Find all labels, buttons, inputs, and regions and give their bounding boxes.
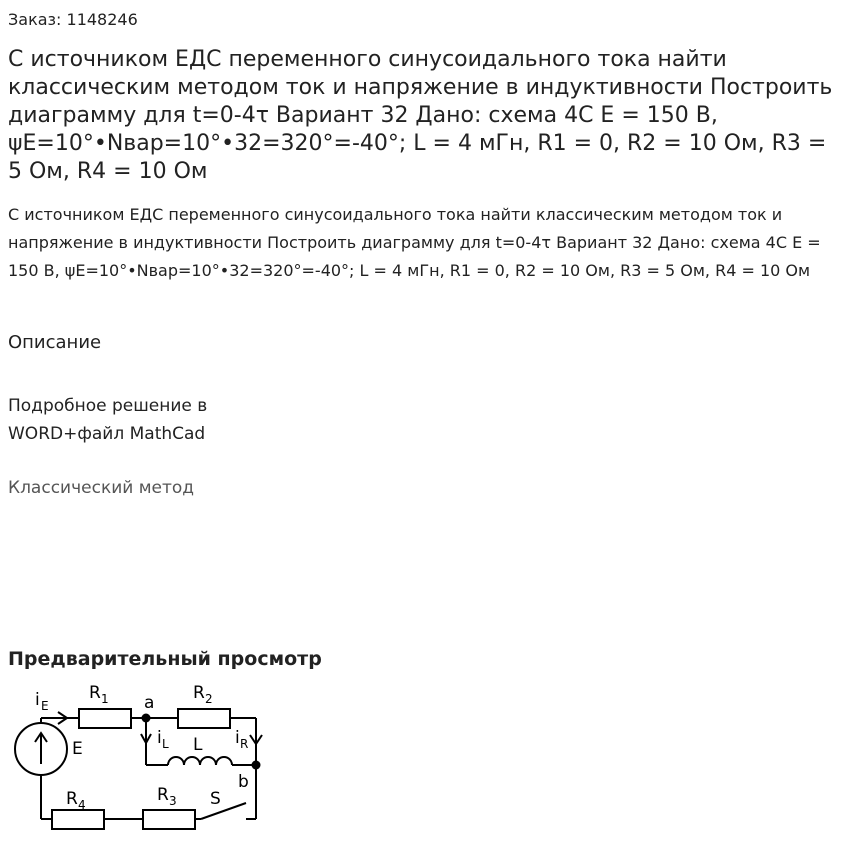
label-ir: i xyxy=(235,728,240,748)
label-il-sub: L xyxy=(162,737,169,751)
label-r3: R xyxy=(157,785,169,805)
label-ie-sub: E xyxy=(41,699,49,713)
node-a xyxy=(142,714,151,723)
label-node-a: a xyxy=(144,693,155,713)
label-r2-sub: 2 xyxy=(205,692,213,706)
label-r1-sub: 1 xyxy=(101,692,109,706)
label-inductor: L xyxy=(193,735,203,755)
label-r4: R xyxy=(66,789,78,809)
label-node-b: b xyxy=(238,772,249,792)
method-link[interactable]: Классический метод xyxy=(8,478,195,498)
circuit-diagram xyxy=(8,680,268,836)
description-heading: Описание xyxy=(8,332,102,353)
preview-heading: Предварительный просмотр xyxy=(8,648,322,670)
solution-note: Подробное решение в WORD+файл MathCad xyxy=(8,396,208,444)
resistor-r3 xyxy=(143,810,195,829)
label-r3-sub: 3 xyxy=(169,794,177,808)
label-il: i xyxy=(157,728,162,748)
label-switch: S xyxy=(210,789,221,809)
order-number: Заказ: 1148246 xyxy=(8,10,138,29)
label-r1: R xyxy=(89,683,101,703)
label-ie: i xyxy=(35,690,40,710)
label-r4-sub: 4 xyxy=(78,798,86,812)
switch-s xyxy=(201,803,246,819)
resistor-r2 xyxy=(178,709,230,728)
task-description: С источником ЕДС переменного синусоидального тока найти классическим методом ток и напряжение в индуктивности Построить диаграмму для t=0-4τ Вариант 32 Дано: схема 4С Е = 150 В, ψЕ=10°•Nвар=10°•32=320°=-40°; L = 4 мГн, R1 = 0, R2 = 10 Ом, R3 = 5 Ом, R4 = 10 Ом xyxy=(8,205,821,280)
inductor-l xyxy=(168,757,232,765)
node-b xyxy=(252,761,261,770)
resistor-r4 xyxy=(52,810,104,829)
label-emf: E xyxy=(72,739,83,759)
page-title: С источником ЕДС переменного синусоидального тока найти классическим методом ток и напряжение в индуктивности Построить диаграмму для t=0-4τ Вариант 32 Дано: схема 4С Е = 150 В, ψЕ=10°•Nвар=10°•32=320°=-40°; L = 4 мГн, R1 = 0, R2 = 10 Ом, R3 = 5 Ом, R4 = 10 Ом xyxy=(8,47,833,184)
label-r2: R xyxy=(193,683,205,703)
resistor-r1 xyxy=(79,709,131,728)
label-ir-sub: R xyxy=(240,737,249,751)
